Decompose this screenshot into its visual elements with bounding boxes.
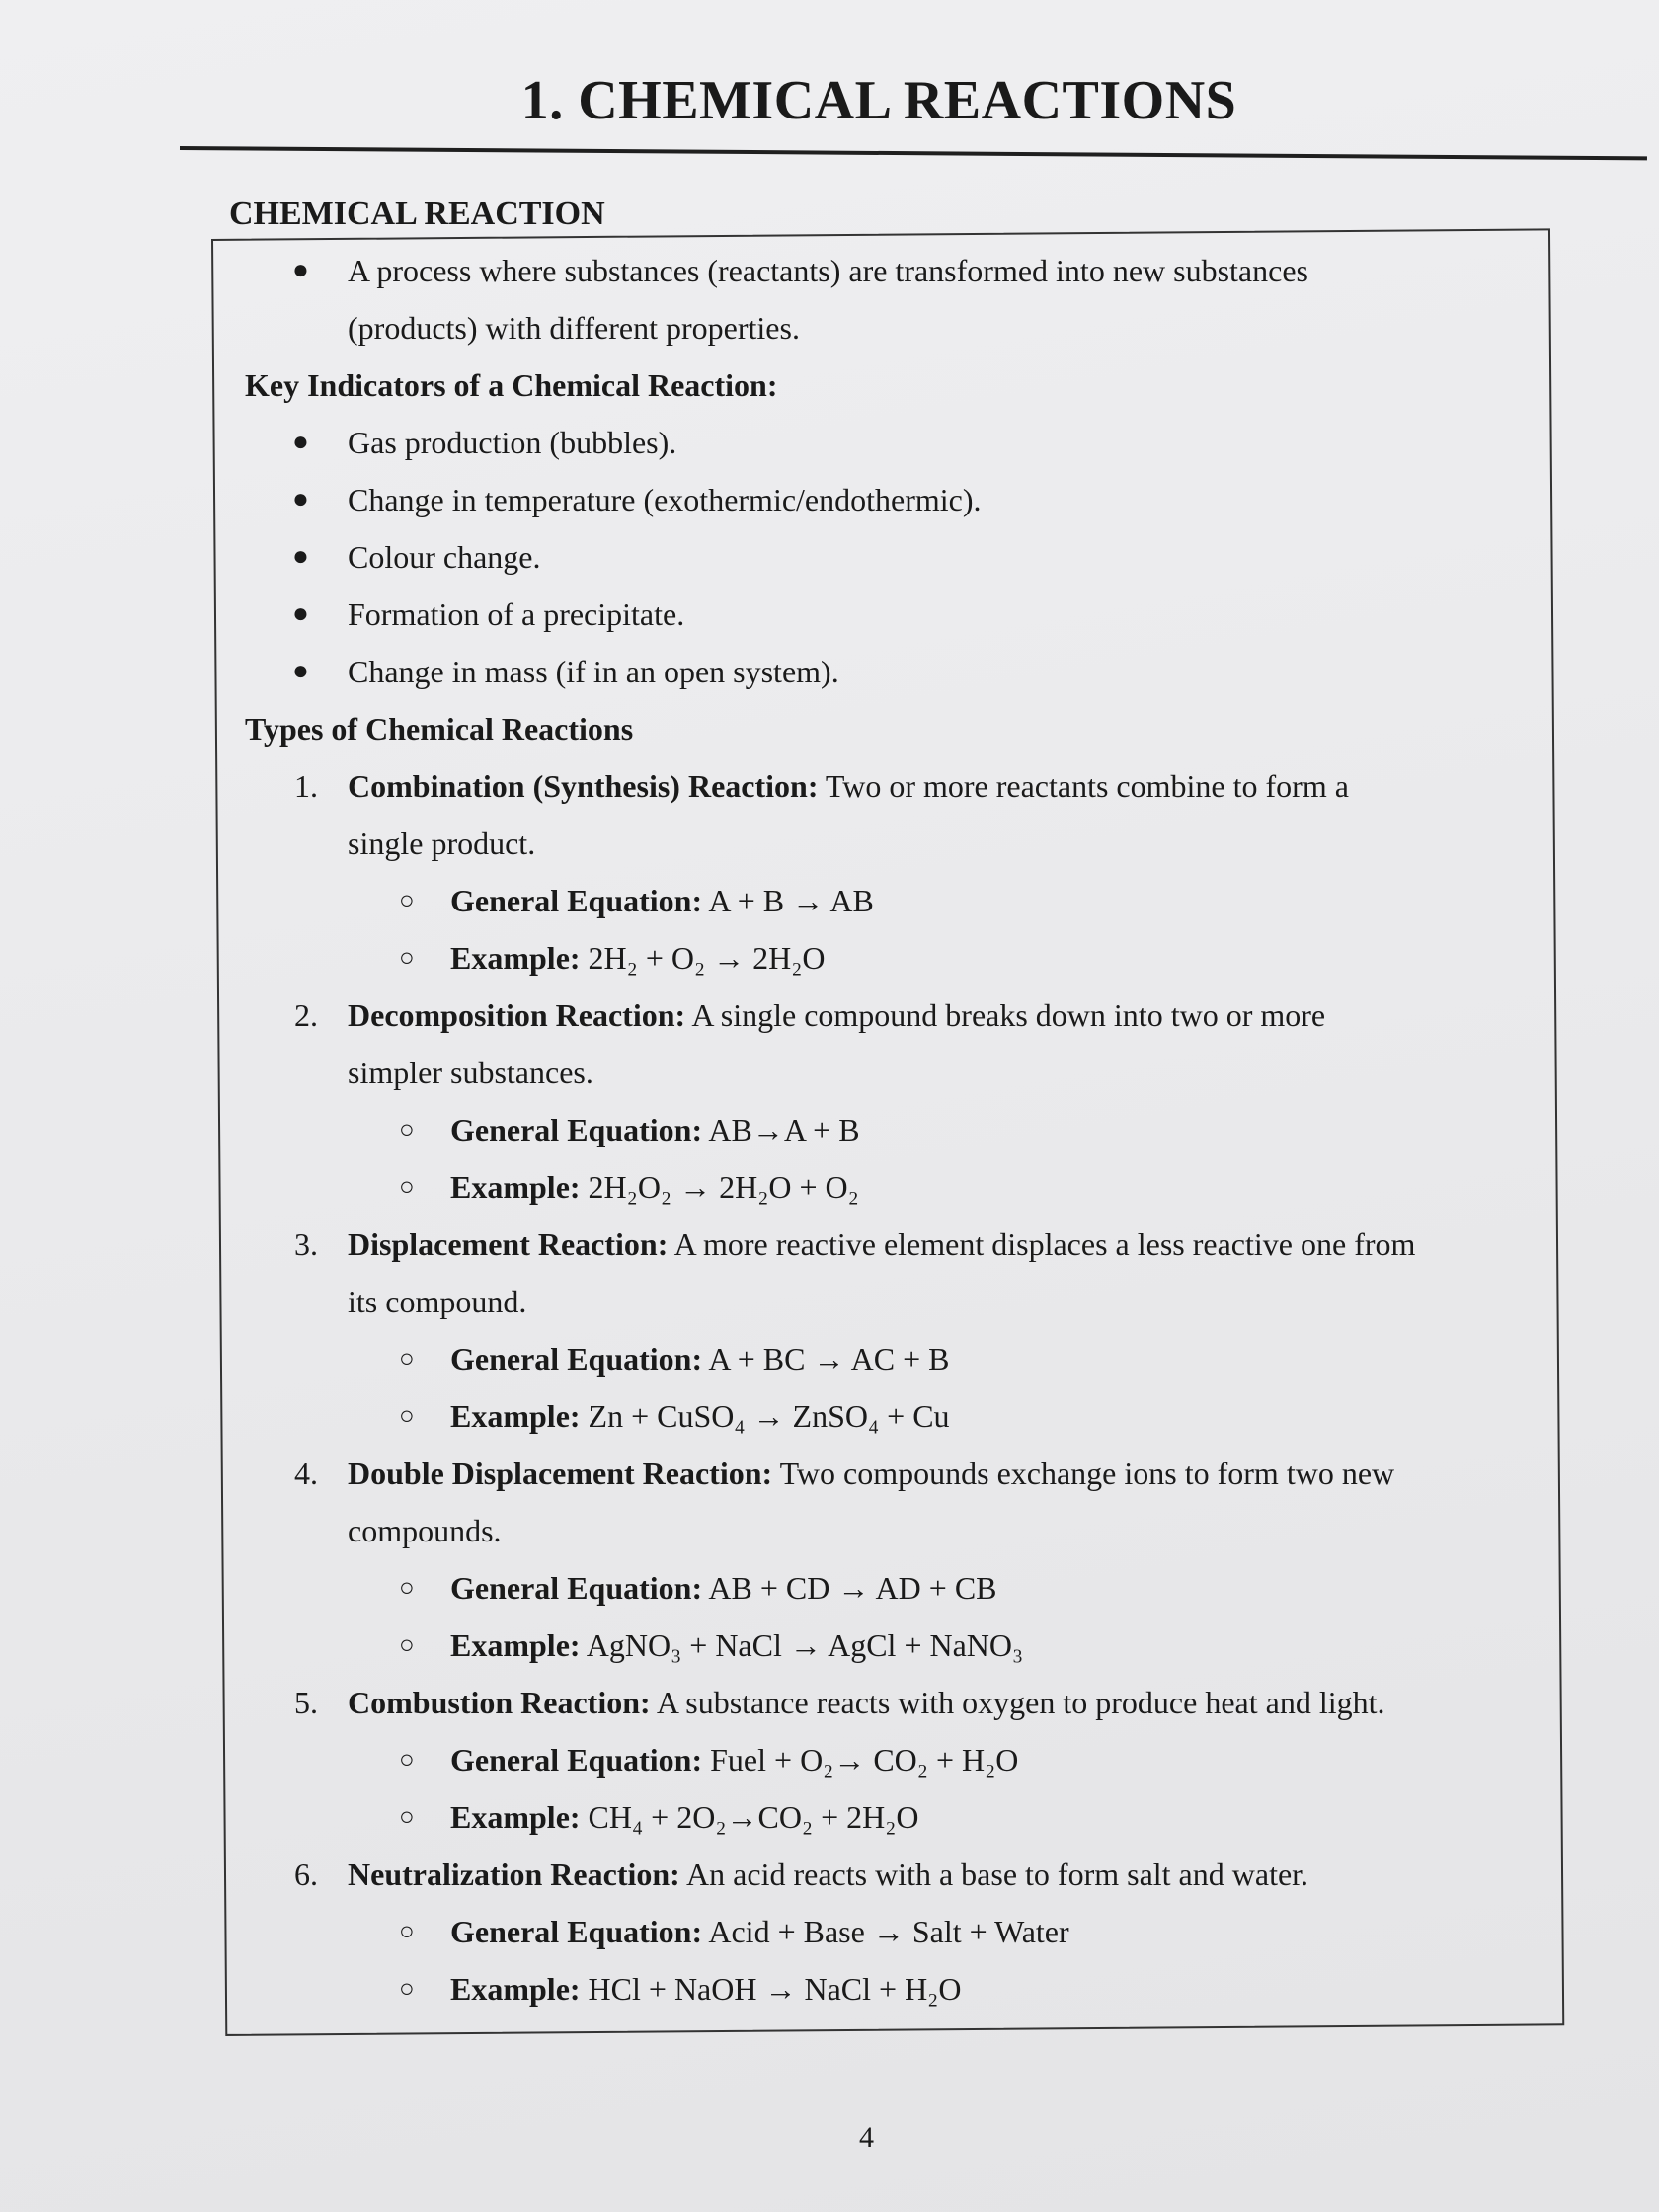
circle-bullet-icon: ○ xyxy=(399,1401,415,1430)
type-desc-continued: simpler substances. xyxy=(348,1055,593,1090)
definition-line-1: ● A process where substances (reactants) are transformed into new substances xyxy=(229,242,1523,299)
example-equation: ○ Example: HCl + NaOH → NaCl + H₂O xyxy=(229,1960,1523,2017)
bullet-icon: ● xyxy=(292,484,309,514)
circle-bullet-icon: ○ xyxy=(399,943,415,972)
circle-bullet-icon: ○ xyxy=(399,1573,415,1602)
example-equation: ○ Example: CH₄ + 2O₂→CO₂ + 2H₂O xyxy=(229,1788,1523,1846)
circle-bullet-icon: ○ xyxy=(399,1172,415,1201)
bullet-icon: ● xyxy=(292,598,309,629)
type-item: 4. Double Displacement Reaction: Two compounds exchange ions to form two new xyxy=(294,1456,1395,1491)
type-item: 3. Displacement Reaction: A more reactive element displaces a less reactive one from xyxy=(294,1226,1416,1262)
example-equation: ○ Example: Zn + CuSO₄ → ZnSO₄ + Cu xyxy=(229,1387,1523,1445)
types-heading: Types of Chemical Reactions xyxy=(245,711,634,747)
type-name: Displacement Reaction: xyxy=(348,1226,669,1262)
type-item: 1. Combination (Synthesis) Reaction: Two or more reactants combine to form a xyxy=(294,768,1349,804)
indicator-item: ● Gas production (bubbles). xyxy=(229,414,1523,471)
definition-line-2: (products) with different properties. xyxy=(348,310,800,346)
bullet-icon: ● xyxy=(292,427,309,457)
type-name: Combustion Reaction: xyxy=(348,1685,651,1720)
type-name: Combination (Synthesis) Reaction: xyxy=(348,768,819,804)
circle-bullet-icon: ○ xyxy=(399,1344,415,1373)
page-number: 4 xyxy=(859,2121,874,2154)
circle-bullet-icon: ○ xyxy=(399,1974,415,2003)
bullet-icon: ● xyxy=(292,541,309,572)
example-equation: ○ Example: 2H₂O₂ → 2H₂O + O₂ xyxy=(229,1158,1523,1216)
general-equation: ○ General Equation: AB→A + B xyxy=(229,1101,1523,1158)
general-equation: ○ General Equation: Fuel + O₂→ CO₂ + H₂O xyxy=(229,1731,1523,1788)
circle-bullet-icon: ○ xyxy=(399,1630,415,1659)
general-equation: ○ General Equation: A + BC → AC + B xyxy=(229,1330,1523,1387)
example-equation: ○ Example: AgNO₃ + NaCl → AgCl + NaNO₃ xyxy=(229,1617,1523,1674)
type-item: 2. Decomposition Reaction: A single compound breaks down into two or more xyxy=(294,997,1326,1033)
type-item: 5. Combustion Reaction: A substance reacts with oxygen to produce heat and light. xyxy=(294,1685,1385,1720)
indicator-item: ● Change in temperature (exothermic/endothermic). xyxy=(229,471,1523,528)
type-desc-continued: compounds. xyxy=(348,1513,502,1548)
indicator-item: ● Formation of a precipitate. xyxy=(229,586,1523,643)
example-equation: ○ Example: 2H₂ + O₂ → 2H₂O xyxy=(229,929,1523,987)
general-equation: ○ General Equation: AB + CD → AD + CB xyxy=(229,1559,1523,1617)
page-title: 1. CHEMICAL REACTIONS xyxy=(520,70,1237,131)
type-name: Decomposition Reaction: xyxy=(348,997,686,1033)
type-item: 6. Neutralization Reaction: An acid reacts with a base to form salt and water. xyxy=(294,1856,1309,1892)
type-desc-continued: its compound. xyxy=(348,1284,527,1319)
type-name: Double Displacement Reaction: xyxy=(348,1456,773,1491)
indicators-heading: Key Indicators of a Chemical Reaction: xyxy=(245,367,778,403)
circle-bullet-icon: ○ xyxy=(399,1802,415,1831)
bullet-icon: ● xyxy=(292,656,309,686)
circle-bullet-icon: ○ xyxy=(399,1115,415,1144)
indicator-item: ● Colour change. xyxy=(229,528,1523,586)
circle-bullet-icon: ○ xyxy=(399,1917,415,1945)
section-heading: CHEMICAL REACTION xyxy=(229,196,605,232)
circle-bullet-icon: ○ xyxy=(399,1745,415,1774)
bullet-icon: ● xyxy=(292,255,309,285)
title-underline xyxy=(180,146,1647,160)
indicator-item: ● Change in mass (if in an open system). xyxy=(229,643,1523,700)
general-equation: ○ General Equation: A + B → AB xyxy=(229,872,1523,929)
type-name: Neutralization Reaction: xyxy=(348,1856,680,1892)
circle-bullet-icon: ○ xyxy=(399,886,415,914)
type-desc-continued: single product. xyxy=(348,826,536,861)
content-body xyxy=(229,242,1523,2017)
general-equation: ○ General Equation: Acid + Base → Salt + Water xyxy=(229,1903,1523,1960)
